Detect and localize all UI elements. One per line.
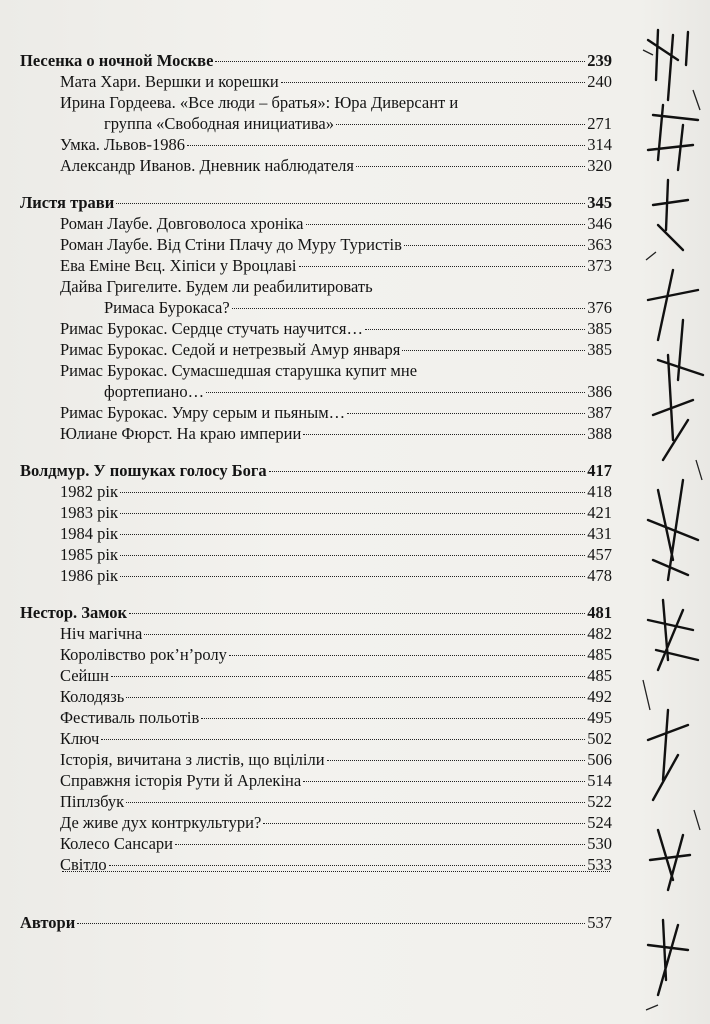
toc-entry: Колодязь 492 bbox=[60, 687, 612, 706]
toc-entry: Світло 533 bbox=[60, 855, 612, 874]
table-of-contents bbox=[20, 50, 612, 949]
toc-entry: Роман Лаубе. Довговолоса хроніка 346 bbox=[60, 214, 612, 233]
toc-entry: Умка. Львов-1986 314 bbox=[60, 135, 612, 154]
toc-entry: Ева Еміне Вєц. Хіпіси у Вроцлаві 373 bbox=[60, 256, 612, 275]
toc-entry: Справжня історія Рути й Арлекіна 514 bbox=[60, 771, 612, 790]
toc-entry-line2: фортепиано… 386 bbox=[104, 382, 612, 401]
toc-entry: Історія, вичитана з листів, що вціліли 506 bbox=[60, 750, 612, 769]
toc-entry: Де живе дух контркультури? 524 bbox=[60, 813, 612, 832]
toc-entry: Римас Бурокас. Умру серым и пьяным… 387 bbox=[60, 403, 612, 422]
toc-section-heading: Автори 537 bbox=[20, 913, 612, 932]
toc-entry bbox=[20, 875, 612, 896]
toc-entry: 1985 рік 457 bbox=[60, 545, 612, 564]
toc-entry: Юлиане Фюрст. На краю империи 388 bbox=[60, 424, 612, 443]
toc-entry-line2: Римаса Бурокаса? 376 bbox=[104, 298, 612, 317]
toc-entry: 1982 рік 418 bbox=[60, 482, 612, 501]
toc-entry: 1983 рік 421 bbox=[60, 503, 612, 522]
toc-entry: Римас Бурокас. Сердце стучать научится… 385 bbox=[60, 319, 612, 338]
toc-entry: Александр Иванов. Дневник наблюдателя 320 bbox=[60, 156, 612, 175]
toc-entry: Сейшн 485 bbox=[60, 666, 612, 685]
toc-entry: 1984 рік 431 bbox=[60, 524, 612, 543]
toc-section bbox=[20, 50, 612, 176]
page-number: 239 bbox=[587, 51, 612, 70]
toc-section bbox=[20, 192, 612, 444]
toc-entry: Колесо Сансари 530 bbox=[60, 834, 612, 853]
toc-section-heading bbox=[20, 50, 612, 71]
toc-section bbox=[20, 460, 612, 586]
toc-section-heading: Нестор. Замок 481 bbox=[20, 603, 612, 622]
toc-entry: Ніч магічна 482 bbox=[60, 624, 612, 643]
toc-entry-line1: Ирина Гордеева. «Все люди – братья»: Юра Диверсант и bbox=[60, 93, 459, 112]
toc-entry-line1: Дайва Григелите. Будем ли реабилитировать bbox=[60, 277, 373, 296]
toc-entry-line2: группа «Свободная инициатива» 271 bbox=[104, 114, 612, 133]
toc-entry: Піплзбук 522 bbox=[60, 792, 612, 811]
toc-entry: Роман Лаубе. Від Стіни Плачу до Муру Туристів 363 bbox=[60, 235, 612, 254]
toc-section-heading: Волдмур. У пошуках голосу Бога 417 bbox=[20, 461, 612, 480]
toc-entry: Ключ 502 bbox=[60, 729, 612, 748]
toc-entry: Королівство рок’н’ролу 485 bbox=[60, 645, 612, 664]
toc-entry-line1: Римас Бурокас. Сумасшедшая старушка купит мне bbox=[60, 361, 418, 380]
toc-section bbox=[20, 912, 612, 933]
toc-entry: Фестиваль польотів 495 bbox=[60, 708, 612, 727]
entry-title: Песенка о ночной Москве bbox=[20, 51, 214, 70]
toc-section-heading: Листя трави 345 bbox=[20, 193, 612, 212]
toc-entry: Мата Хари. Вершки и корешки 240 bbox=[60, 72, 612, 91]
toc-entry: 1986 рік 478 bbox=[60, 566, 612, 585]
decorative-scribble-artwork bbox=[628, 20, 710, 1020]
toc-entry: Римас Бурокас. Седой и нетрезвый Амур января 385 bbox=[60, 340, 612, 359]
toc-section bbox=[20, 602, 612, 896]
